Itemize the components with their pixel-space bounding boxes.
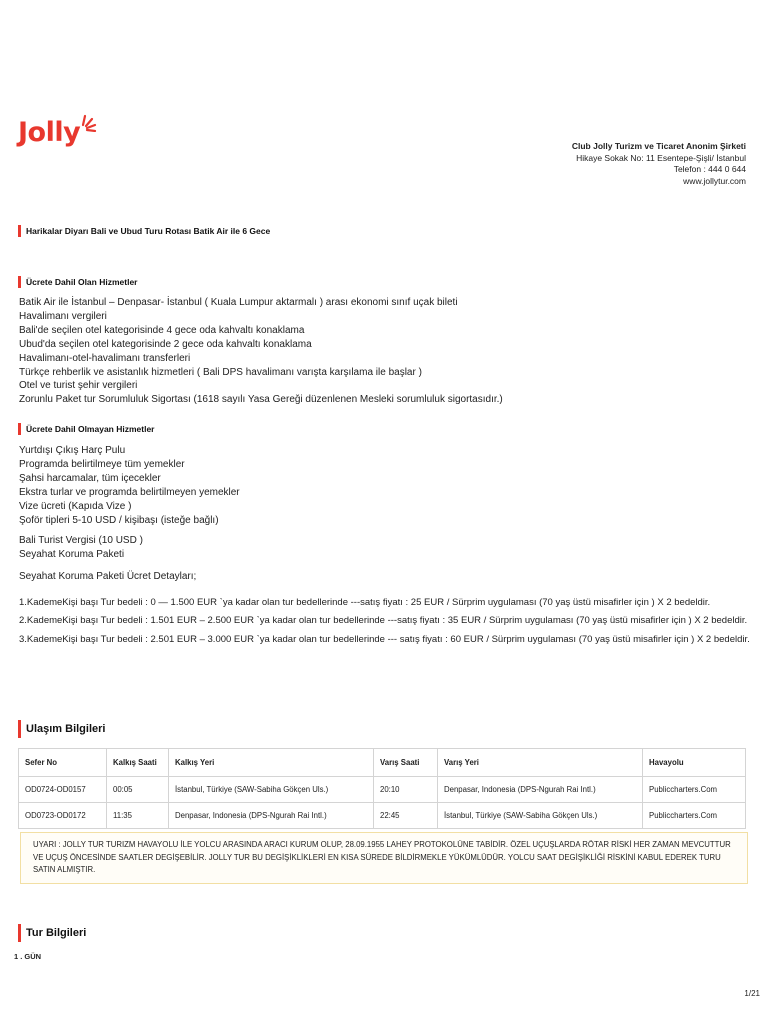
list-item: Batik Air ile İstanbul – Denpasar- İstanbul ( Kuala Lumpur aktarmalı ) arası ekonomi sınıf uçak bileti [19,297,458,308]
accent-bar [18,720,21,738]
column-header: Sefer No [19,749,107,777]
table-row [19,803,746,829]
list-item: Türkçe rehberlik ve asistanlık hizmetleri ( Bali DPS havalimanı varışta karşılama ile başlar ) [19,366,422,378]
table-cell: 11:35 [107,803,169,829]
list-item: Otel ve turist şehir vergileri [19,380,138,392]
list-item: Havalimanı-otel-havalimanı transferleri [19,352,191,364]
list-item: Bali'de seçilen otel kategorisinde 4 gece oda kahvaltı konaklama [19,324,305,336]
page-indicator: 1/21 [744,989,760,998]
table-cell: 00:05 [107,777,169,803]
table-cell: İstanbul, Türkiye (SAW-Sabiha Gökçen Uls.) [438,803,643,829]
included-heading-text: Ücrete Dahil Olan Hizmetler [26,277,138,287]
not-included-heading [18,423,155,435]
list-item: Şoför tipleri 5-10 USD / kişibaşı (isteğe bağlı) [19,514,219,526]
list-item: Ekstra turlar ve programda belirtilmeyen yemekler [19,486,240,498]
list-item: Ubud'da seçilen otel kategorisinde 2 gece oda kahvaltı konaklama [19,338,312,350]
transport-heading-text: Ulaşım Bilgileri [26,723,106,735]
list-item: Yurtdışı Çıkış Harç Pulu [19,445,126,456]
table-cell: Denpasar, Indonesia (DPS-Ngurah Rai Intl.) [438,777,643,803]
table-cell: İstanbul, Türkiye (SAW-Sabiha Gökçen Uls.) [169,777,374,803]
list-item: Seyahat Koruma Paketi [19,548,125,560]
table-cell: 20:10 [374,777,438,803]
tour-info-heading [18,924,86,942]
column-header: Varış Yeri [438,749,643,777]
flights-table [18,748,746,829]
accent-bar [18,225,21,237]
fee-tiers: 1.KademeKişi başı Tur bedeli : 0 — 1.500 EUR `ya kadar olan tur bedellerinde ---satış fiyatı : 25 EUR / Sürprim uygulaması (70 yaş üstü misafirler için ) X 2 bedeldir. 2.KademeKişi başı Tur bedeli : 1.501 EUR – 2.500 EUR `ya kadar olan tur bedellerinde ---satış fiyatı : 35 EUR / Sürprim uygulaması (70 yaş üstü misafirler için ) X 2 bedeldir. 3.KademeKişi başı Tur bedeli : 2.501 EUR – 3.000 EUR `ya kadar olan tur bedellerinde --- satış fiyatı : 60 EUR / Sürprim uygulaması (70 yaş üstü misafirler için ) X 2 bedeldir. [19,597,750,645]
tour-title: Harikalar Diyarı Bali ve Ubud Turu Rotası Batik Air ile 6 Gece [26,226,271,236]
list-item: Havalimanı vergileri [19,310,107,322]
sun-rays-icon [81,114,97,132]
list-item: Bali Turist Vergisi (10 USD ) [19,535,143,546]
extra-list [19,534,143,562]
flight-warning: UYARI : JOLLY TUR TURIZM HAVAYOLU İLE YOLCU ARASINDA ARACI KURUM OLUP, 28.09.1955 LAHEY PROTOKOLÜNE TABİDİR. ÖZEL UÇUŞLARDA RÖTAR RİSKİ HER ZAMAN MEVCUTTUR VE UÇUŞ ÖNCESİNDE SAATLER DEGİŞEBİLİR. JOLLY TUR BU DEGİŞİKLİKLERİ EN KISA SÜREDE BİLDİRMEKLE YÜKÜMLÜDÜR. YOLCU SAAT DEGİŞİKLİĞİ RİSKİNİ KABUL EDEREK TURU SATIN ALMIŞTIR. [20,832,748,884]
included-list [19,296,503,407]
table-cell: Publiccharters.Com [643,803,746,829]
table-cell: OD0724-OD0157 [19,777,107,803]
company-name: Club Jolly Turizm ve Ticaret Anonim Şirketi [571,141,746,151]
fee-details-title-block [19,570,196,584]
logo-text: Jolly [18,117,81,148]
table-cell: Denpasar, Indonesia (DPS-Ngurah Rai Intl.) [169,803,374,829]
included-heading [18,276,137,288]
table-row [19,777,746,803]
column-header: Kalkış Saati [107,749,169,777]
table-header-row [19,749,746,777]
tour-info-heading-text: Tur Bilgileri [26,927,87,939]
accent-bar [18,924,21,942]
accent-bar [18,423,21,435]
accent-bar [18,276,21,288]
table-cell: OD0723-OD0172 [19,803,107,829]
company-website[interactable]: www.jollytur.com [683,176,746,187]
tour-title-heading [18,225,270,237]
column-header: Kalkış Yeri [169,749,374,777]
list-item: Vize ücreti (Kapıda Vize ) [19,500,132,512]
not-included-heading-text: Ücrete Dahil Olmayan Hizmetler [26,424,155,434]
company-info [572,141,746,188]
table-cell: Publiccharters.Com [643,777,746,803]
jolly-logo [18,106,97,146]
list-item: Programda belirtilmeye tüm yemekler [19,458,185,470]
transport-heading [18,720,105,738]
list-item: Zorunlu Paket tur Sorumluluk Sigortası (1618 sayılı Yasa Gereği düzenlenen Mesleki sorumluluk sigortasıdır.) [19,394,503,406]
fee-details-title: Seyahat Koruma Paketi Ücret Detayları; [19,571,197,582]
column-header: Varış Saati [374,749,438,777]
table-cell: 22:45 [374,803,438,829]
column-header: Havayolu [643,749,746,777]
list-item: Şahsi harcamalar, tüm içecekler [19,472,161,484]
not-included-list [19,444,240,527]
company-address: Hikaye Sokak No: 11 Esentepe-Şişli/ İstanbul [576,152,746,163]
day-label: 1 . GÜN [14,952,42,961]
company-phone: Telefon : 444 0 644 [673,164,746,175]
